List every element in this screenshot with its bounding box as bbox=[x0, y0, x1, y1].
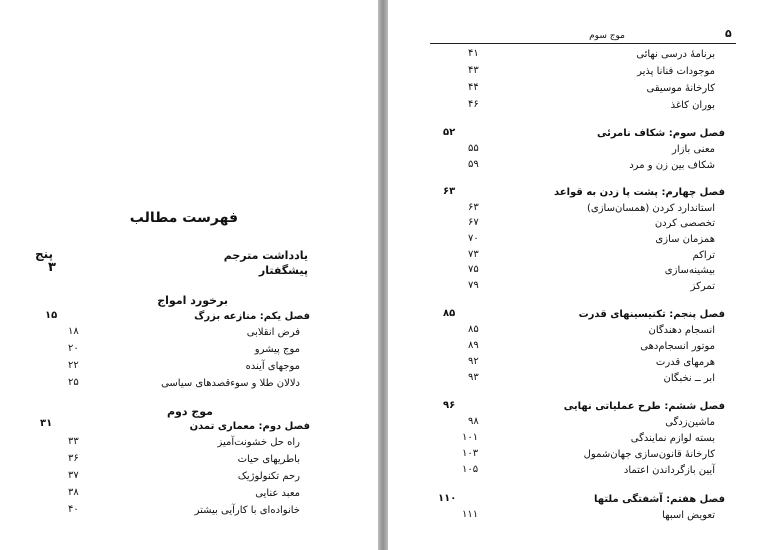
toc-item-page: ۴۴ bbox=[468, 82, 479, 93]
chapter-label: فصل ششم: طرح عملیاتی نهایی bbox=[563, 401, 725, 412]
chapter-label: فصل سوم: شکاف نامرئی bbox=[596, 128, 725, 139]
toc-item-label: تراکم bbox=[692, 250, 715, 261]
chapter-label: فصل چهارم: پشت پا زدن به قواعد bbox=[554, 187, 725, 198]
toc-item-label: ابر ــ نخبگان bbox=[663, 373, 715, 384]
toc-item-label: تعویض اسبها bbox=[662, 510, 715, 521]
chapter-label: فصل دوم: معماری تمدن bbox=[189, 421, 310, 432]
chapter-page: ۱۵ bbox=[45, 310, 58, 321]
toc-item-label: شکاف بین زن و مرد bbox=[629, 160, 715, 171]
toc-item-page: ۵۹ bbox=[468, 159, 479, 170]
toc-item-page: ۴۱ bbox=[468, 48, 479, 59]
toc-item-page: ۴۰ bbox=[68, 504, 79, 515]
toc-item-label: موجودات فنانا پذیر bbox=[637, 66, 715, 77]
toc-item-page: ۶۳ bbox=[468, 202, 479, 213]
chapter-page: ۸۵ bbox=[443, 308, 456, 319]
toc-title: فهرست مطالب bbox=[129, 210, 238, 226]
toc-item-label: کارخانهٔ قانون‌سازی جهان‌شمول bbox=[583, 449, 715, 460]
toc-item-label: معبد عنایی bbox=[255, 488, 300, 499]
toc-item-page: ۲۵ bbox=[68, 377, 79, 388]
toc-item-page: ۱۰۳ bbox=[462, 448, 479, 459]
toc-item-page: ۱۱۱ bbox=[462, 509, 479, 520]
part-heading: برخورد امواج bbox=[157, 294, 228, 307]
toc-item-label: معنی بازار bbox=[672, 144, 715, 155]
front-matter-page: ۳ bbox=[48, 260, 56, 275]
toc-item-page: ۱۰۵ bbox=[462, 464, 479, 475]
chapter-label: فصل پنجم: تکنیسینهای قدرت bbox=[578, 309, 725, 320]
front-matter-label: پیشگفتار bbox=[258, 264, 308, 277]
toc-item-page: ۳۳ bbox=[68, 436, 79, 447]
toc-item-label: هرمهای قدرت bbox=[655, 357, 715, 368]
toc-item-label: آیین بازگرداندن اعتماد bbox=[623, 465, 715, 476]
header-page-number: ۵ bbox=[725, 27, 732, 40]
toc-item-page: ۲۲ bbox=[68, 360, 79, 371]
toc-item-page: ۸۵ bbox=[468, 324, 479, 335]
front-matter-page: پنج bbox=[35, 247, 54, 261]
toc-item-label: برنامهٔ درسی نهائی bbox=[636, 49, 715, 60]
book-gutter bbox=[378, 0, 388, 550]
toc-item-label: تمرکز bbox=[690, 281, 715, 292]
part-heading: موج دوم bbox=[166, 405, 213, 418]
left-page bbox=[0, 0, 378, 550]
toc-item-label: موج پیشرو bbox=[254, 344, 300, 355]
toc-item-label: رحم تکنولوژیک bbox=[237, 471, 300, 482]
toc-item-page: ۷۵ bbox=[468, 264, 479, 275]
toc-item-label: موتور انسجام‌دهی bbox=[640, 341, 715, 352]
toc-item-page: ۳۶ bbox=[68, 453, 79, 464]
toc-item-page: ۶۷ bbox=[468, 217, 479, 228]
toc-item-page: ۷۹ bbox=[468, 280, 479, 291]
chapter-page: ۶۳ bbox=[443, 186, 456, 197]
chapter-page: ۹۶ bbox=[443, 400, 456, 411]
toc-item-label: کارخانهٔ موسیقی bbox=[646, 83, 715, 94]
toc-item-label: استاندارد کردن (همسان‌سازی) bbox=[587, 203, 715, 214]
chapter-page: ۵۲ bbox=[443, 127, 456, 138]
toc-item-page: ۳۷ bbox=[68, 470, 79, 481]
toc-item-page: ۴۳ bbox=[468, 65, 479, 76]
toc-item-label: موجهای آینده bbox=[245, 361, 300, 372]
chapter-label: فصل هفتم: آشفتگی ملتها bbox=[593, 494, 725, 505]
toc-item-page: ۳۸ bbox=[68, 487, 79, 498]
toc-item-page: ۷۰ bbox=[468, 233, 479, 244]
toc-item-page: ۱۰۱ bbox=[462, 432, 479, 443]
toc-item-page: ۴۶ bbox=[468, 99, 479, 110]
toc-item-label: خانواده‌ای با کارآیی بیشتر bbox=[194, 505, 300, 516]
toc-item-page: ۷۳ bbox=[468, 249, 479, 260]
toc-item-label: تخصصی کردن bbox=[654, 218, 715, 229]
toc-item-label: انسجام دهندگان bbox=[648, 325, 715, 336]
toc-item-label: بسته لوازم نمایندگی bbox=[630, 433, 715, 444]
toc-item-label: بیشینه‌سازی bbox=[664, 265, 715, 276]
toc-item-label: بوران کاغذ bbox=[670, 100, 715, 111]
running-title: موج سوم bbox=[589, 31, 625, 41]
toc-item-label: راه حل خشونت‌آمیز bbox=[217, 437, 300, 448]
toc-item-label: همزمان سازی bbox=[655, 234, 715, 245]
toc-item-page: ۲۰ bbox=[68, 343, 79, 354]
toc-item-label: فرض انقلابی bbox=[246, 327, 300, 338]
right-page bbox=[388, 0, 765, 550]
toc-item-page: ۱۸ bbox=[68, 326, 79, 337]
toc-item-label: ماشین‌زدگی bbox=[665, 417, 715, 428]
toc-item-page: ۹۳ bbox=[468, 372, 479, 383]
chapter-page: ۱۱۰ bbox=[438, 493, 457, 504]
toc-item-page: ۵۵ bbox=[468, 143, 479, 154]
toc-item-label: دلالان طلا و سوءقصدهای سیاسی bbox=[161, 378, 300, 389]
toc-item-page: ۹۲ bbox=[468, 356, 479, 367]
chapter-label: فصل یکم: منازعه بزرگ bbox=[194, 311, 310, 322]
toc-item-page: ۹۸ bbox=[468, 416, 479, 427]
header-rule bbox=[430, 43, 736, 44]
chapter-page: ۳۱ bbox=[40, 418, 53, 429]
toc-item-label: باطریهای حیات bbox=[237, 454, 300, 465]
toc-item-page: ۸۹ bbox=[468, 340, 479, 351]
front-matter-label: یادداشت مترجم bbox=[223, 249, 308, 262]
